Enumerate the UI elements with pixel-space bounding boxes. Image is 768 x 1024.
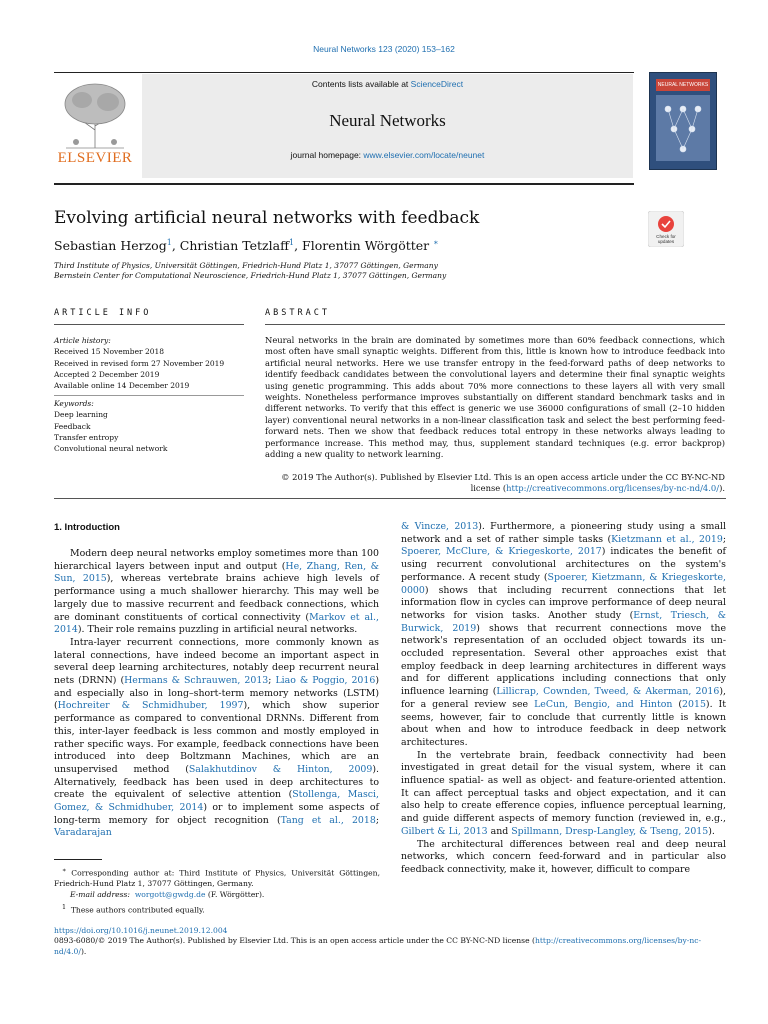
info-divider [54, 395, 244, 396]
footnote-mark: 1 [62, 904, 67, 912]
keyword: Transfer entropy [54, 432, 119, 442]
journal-cover-image[interactable] [649, 72, 717, 170]
citation-link[interactable]: Stollenga, Masci, Gomez, & Schmidhuber, 2014 [54, 789, 379, 814]
body-text: ) or to implement some aspects of long-term memory for object recognition ( [54, 802, 379, 826]
history-item: Received in revised form 27 November 2019 [54, 358, 225, 368]
body-text: Intra-layer recurrent connections, more commonly known as lateral connections, have indeed become an important aspect in several deep learning architectures, notably deep recurrent neural nets (DRNN) ( [54, 636, 379, 687]
affiliation: Bernstein Center for Computational Neuroscience, Friedrich-Hund Platz 1, 37077 Göttingen, Germany [54, 271, 447, 280]
author-footnote-mark[interactable]: 1 [166, 238, 172, 247]
corresponding-author-note: Corresponding author at: Third Institute of Physics, Universität Göttingen, Friedrich-Hund Platz 1, 37077 Göttingen, Germany. [54, 868, 380, 889]
license-suffix: ). [80, 946, 87, 956]
body-text: ; [268, 675, 276, 687]
affiliation: Third Institute of Physics, Universität Göttingen, Friedrich-Hund Platz 1, 37077 Göttingen, Germany [54, 261, 438, 270]
license-text: 0893-6080/© 2019 The Author(s). Published by Elsevier Ltd. This is an open access article under the CC BY-NC-ND license ( [54, 936, 535, 946]
body-text: Modern deep neural networks employ sometimes more than 100 hierarchical layers between input and output ( [54, 548, 379, 572]
citation-link[interactable]: 2015 [682, 698, 706, 710]
email-suffix: (F. Wörgötter). [205, 889, 265, 899]
abstract-text: Neural networks in the brain are dominated by sometimes more than 60% feedback connections, which most often have small synaptic weights. Different from this, little is known how to introduce feedback into artificial neural networks. Here we use transfer entropy in the feed-forward paths of deep networks to identify feedback candidates between the convolutional layers and determine their final synaptic weights using genetic programming. This adds about 70% more connections to these layers all with very small weights. Nonetheless performance improves substantially on different standard benchmark tasks and in different networks. To verify that this effect is generic we use 36000 configurations of small (2–10 hidden layer) conventional neural networks in a non-linear classification task and select the best performing feed-forward nets. Then we show that feedback reduces total entropy in these networks always leading to performance increase. This method may, thus, supplement standard techniques (e.g. error backprop) adding a new quality to network learning. [265, 335, 725, 460]
keyword: Feedback [54, 421, 91, 431]
introduction-heading: 1. Introduction [54, 522, 120, 533]
citation-link[interactable]: Varadarajan [54, 827, 112, 839]
body-text: ). Alternatively, feedback has been used in deep architectures to create the equivalent of selective attention ( [54, 763, 379, 801]
email-label: E-mail address: [70, 889, 130, 899]
license-link[interactable]: http://creativecommons.org/licenses/by-nc-nd/4.0/ [506, 483, 720, 494]
header-rule-bottom [54, 183, 634, 185]
check-for-updates-button[interactable] [648, 211, 684, 247]
doi-block [54, 926, 726, 957]
citation-link[interactable]: Kietzmann et al., 2019 [611, 533, 723, 545]
abstract-copyright [265, 472, 725, 495]
elsevier-wordmark: ELSEVIER [57, 150, 133, 166]
body-paragraph [54, 548, 379, 637]
check-updates-label: Check for updates [656, 234, 676, 244]
header-rule-top [54, 72, 634, 73]
body-text: In the vertebrate brain, feedback connectivity had been investigated in great detail for the visual system, where it can influence spatial- as well as object- and feature-oriented attention. It can affect perceptual tasks and object expectation, and it can also help to create efference copies, influence perceptual learning, and guide different aspects of memory function (reviewed in, e.g., [401, 749, 726, 825]
journal-title: Neural Networks [329, 111, 446, 130]
article-title: Evolving artificial neural networks with feedback [54, 208, 480, 228]
author-separator: , [171, 238, 180, 254]
contents-line [142, 79, 633, 89]
keywords [54, 398, 244, 454]
keywords-label: Keywords: [54, 399, 94, 408]
citation-link[interactable]: Spillmann, Dresp-Langley, & Tseng, 2015 [511, 825, 709, 837]
body-text: ) indicates the benefit of using recurrent convolutional architectures on the system's performance. A recent study ( [401, 546, 726, 583]
body-column-left [54, 548, 379, 840]
article-history [54, 335, 244, 391]
body-text: ( [672, 698, 683, 710]
contents-prefix: Contents lists available at [311, 79, 411, 89]
footnote-rule [54, 859, 102, 860]
author-footnote-mark[interactable]: 1 [288, 238, 295, 247]
body-paragraph [54, 637, 379, 840]
homepage-prefix: journal homepage: [290, 150, 364, 160]
citation-link[interactable]: Ernst, Triesch, & Burwick, 2019 [401, 609, 726, 634]
history-label: Article history: [54, 336, 111, 345]
abstract-rule [265, 324, 725, 325]
body-text: and [487, 825, 512, 837]
info-rule [54, 324, 244, 325]
body-text: ), which show superior performance as compared to conventional DRNNs. Different from this, inter-layer feedback is less common and mostly employed in rather specific ways. For example, feedback connections have been introduced into deep Boltzmann Machines, which are an unsupervised method ( [54, 700, 380, 775]
citation-link[interactable]: Hermans & Schrauwen, 2013 [124, 675, 269, 687]
body-paragraph [401, 521, 726, 750]
body-text: ) shows that recurrent connections move the network's representation of an occluded object towards its un-occluded representation. Several other approaches exist that employ feedback in deep learning architectures in different ways and for different applications including connections that only influence learning ( [401, 622, 726, 698]
citation-link[interactable]: Liao & Poggio, 2016 [275, 675, 376, 687]
body-text: ), whereas vertebrate brains achieve high levels of performance using a much shallower hierarchy. This may well be largely due to massive recurrent and feedback connections, which are dominant constituents of cortical connectivity ( [54, 573, 379, 623]
copyright-line: © 2019 The Author(s). Published by Elsevier Ltd. This is an open access article under the CC BY-NC-ND [281, 472, 725, 482]
homepage-link[interactable]: www.elsevier.com/locate/neunet [363, 150, 485, 160]
body-text: ). Their role remains puzzling in artificial neural networks. [77, 624, 358, 636]
author-list [54, 238, 439, 253]
body-text: ). It seems, however, fair to conclude that currently little is known about when and how to introduce feedback in deep network architectures. [401, 698, 726, 748]
keyword: Convolutional neural network [54, 444, 168, 454]
citation-link[interactable]: Spoerer, Kietzmann, & Kriegeskorte, 0000 [401, 571, 726, 596]
body-paragraph [401, 750, 726, 839]
citation-link[interactable]: Markov et al., 2014 [54, 611, 379, 636]
footnote-mark: ∗ [62, 867, 67, 874]
body-text: ), for a general review see [401, 686, 726, 710]
doi-link[interactable]: https://doi.org/10.1016/j.neunet.2019.12.004 [54, 926, 228, 935]
keyword: Deep learning [54, 410, 108, 420]
cover-title: NEURAL NETWORKS [657, 82, 709, 88]
history-item: Available online 14 December 2019 [54, 381, 190, 391]
abstract-bottom-rule [54, 498, 726, 499]
body-text: ; [722, 533, 726, 545]
abstract-heading: ABSTRACT [265, 308, 330, 318]
history-item: Accepted 2 December 2019 [54, 369, 160, 379]
citation-link[interactable]: Lillicrap, Cownden, Tweed, & Akerman, 2016 [496, 686, 720, 698]
author[interactable]: Sebastian Herzog [54, 238, 167, 254]
cover-graphic [656, 95, 710, 161]
body-column-right [401, 521, 726, 877]
footnotes [54, 866, 380, 916]
history-item: Received 15 November 2018 [54, 347, 165, 357]
citation-link[interactable]: Hochreiter & Schmidhuber, 1997 [57, 700, 244, 712]
sciencedirect-link[interactable]: ScienceDirect [410, 79, 464, 89]
license-url-link[interactable]: http://creativecommons.org/licenses/by-nc-nd/4.0/ [54, 936, 702, 956]
corresponding-author-mark[interactable]: ∗ [433, 238, 439, 247]
citation-link[interactable]: Gilbert & Li, 2013 [401, 825, 488, 837]
journal-homepage-line [142, 150, 633, 160]
citation-link[interactable]: & Vincze, 2013 [401, 521, 479, 532]
author[interactable]: Florentin Wörgötter [302, 238, 430, 254]
body-text: ; [375, 814, 379, 826]
equal-contribution-note: These authors contributed equally. [70, 905, 205, 915]
citation-link[interactable]: Salakhutdinov & Hinton, 2009 [188, 763, 373, 775]
body-text: ) shows that including recurrent connections that let information flow in cycles can improve performance of deep neural networks for vision tasks. Another study ( [401, 584, 726, 621]
body-text: ). [708, 825, 715, 837]
copyright-prefix: license ( [470, 483, 507, 494]
citation-link[interactable]: Tang et al., 2018 [280, 814, 376, 826]
email-link[interactable]: worgott@gwdg.de [134, 889, 206, 899]
body-paragraph [401, 839, 726, 877]
body-text: ) and especially also in long–short-term memory networks (LSTM) ( [54, 675, 379, 712]
citation-link[interactable]: LeCun, Bengio, and Hinton [534, 698, 673, 710]
cover-title-band [656, 79, 710, 91]
journal-citation[interactable]: Neural Networks 123 (2020) 153–162 [313, 44, 455, 54]
citation-link[interactable]: Spoerer, McClure, & Kriegeskorte, 2017 [401, 546, 602, 558]
author-separator: , [294, 238, 303, 254]
copyright-suffix: ). [719, 483, 725, 494]
author[interactable]: Christian Tetzlaff [179, 238, 289, 254]
body-text: ). Furthermore, a pioneering study using a small network and a set of rather simple tasks ( [401, 521, 727, 545]
citation-link[interactable]: He, Zhang, Ren, & Sun, 2015 [54, 560, 379, 585]
body-text: The architectural differences between real and deep neural networks, which concern feed-forward and in particular also feedback connectivity, make it, however, difficult to compare [401, 838, 726, 875]
article-info-heading: ARTICLE INFO [54, 308, 152, 318]
